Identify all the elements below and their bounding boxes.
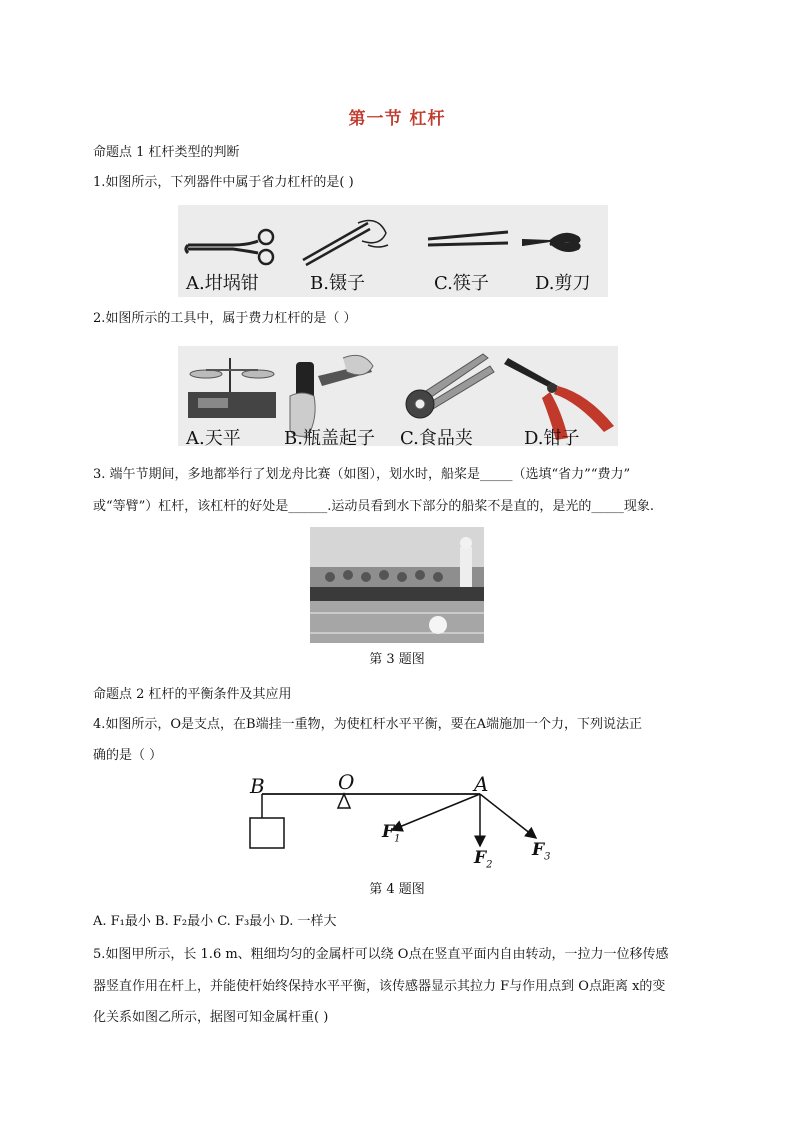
force-f2-label: $F_2$ (474, 848, 493, 871)
force-f3-arrow (480, 794, 536, 838)
question-1-stem: 1.如图所示，下列器件中属于省力杠杆的是( ) (93, 175, 354, 190)
option-label-a: A.坩埚钳 (186, 273, 259, 294)
hanging-weight (250, 818, 284, 848)
question-1-figure (178, 205, 608, 297)
question-2-stem: 2.如图所示的工具中，属于费力杠杆的是（ ） (93, 311, 357, 326)
option-label-b: B.瓶盖起子 (284, 428, 375, 449)
option-label-a: A.天平 (186, 428, 241, 449)
option-label-c: C.食品夹 (400, 428, 473, 449)
question-3-line-2: 或“等臂”）杠杆，该杠杆的好处是______.运动员看到水下部分的船桨不是直的，是光的_____现象. (93, 499, 655, 514)
dragon-boat-image (310, 527, 484, 643)
figure-3-caption: 第 3 题图 (369, 652, 425, 667)
question-3-line-1: 3. 端午节期间，多地都举行了划龙舟比赛（如图），划水时，船桨是_____（选填“省力”“费力” (93, 467, 631, 482)
force-f1-arrow (392, 794, 480, 830)
force-f3-label: $F_3$ (532, 840, 551, 863)
point-a-label: A (474, 772, 489, 796)
lever-diagram (240, 770, 570, 870)
question-4-line-2: 确的是（ ） (93, 748, 163, 763)
section-heading-2: 命题点 2 杠杆的平衡条件及其应用 (93, 687, 292, 702)
force-f1-label: $F_1$ (382, 822, 401, 845)
lever-svg (240, 770, 570, 870)
chopsticks-icon (428, 232, 508, 245)
option-label-c: C.筷子 (434, 273, 489, 294)
question-5-line-2: 器竖直作用在杆上，并能使杆始终保持水平平衡，该传感器显示其拉力 F与作用点到 O点距离 x的变 (93, 979, 666, 994)
question-5-line-3: 化关系如图乙所示，据图可知金属杆重( ) (93, 1010, 329, 1025)
balance-scale-icon (188, 358, 276, 418)
question-2-figure (178, 346, 618, 449)
point-b-label: B (250, 774, 265, 798)
fulcrum-icon (338, 794, 350, 808)
crucible-tongs-icon (186, 230, 273, 264)
option-label-b: B.镊子 (310, 273, 365, 294)
option-label-d: D.钳子 (524, 428, 580, 449)
question-4-options: A. F₁最小 B. F₂最小 C. F₃最小 D. 一样大 (93, 914, 337, 929)
food-tongs-icon (406, 354, 494, 418)
tweezers-icon (303, 221, 388, 265)
page-title: 第一节 杠杆 (348, 109, 446, 129)
point-o-label: O (338, 770, 355, 794)
question-4-line-1: 4.如图所示，O是支点，在B端挂一重物，为使杠杆水平平衡，要在A端施加一个力，下列说法正 (93, 717, 643, 732)
scissors-icon (523, 234, 580, 251)
option-label-d: D.剪刀 (535, 273, 591, 294)
section-heading-1: 命题点 1 杠杆类型的判断 (93, 145, 240, 160)
dragon-boat-photo (310, 527, 484, 643)
question-5-line-1: 5.如图甲所示，长 1.6 m、粗细均匀的金属杆可以绕 O点在竖直平面内自由转动，一拉力一位移传感 (93, 947, 669, 962)
figure-4-caption: 第 4 题图 (369, 882, 425, 897)
